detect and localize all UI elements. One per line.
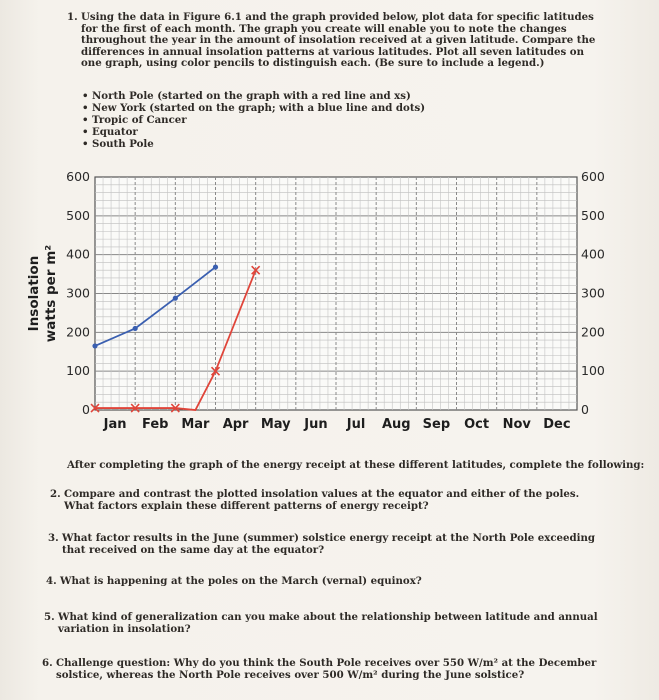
y-ticks-right xyxy=(581,169,605,417)
question-2 xyxy=(50,489,605,512)
x-tick-label: Dec xyxy=(543,417,571,432)
insolation-chart xyxy=(0,160,659,440)
question-1 xyxy=(67,12,597,70)
x-tick-label: Jun xyxy=(304,417,328,432)
y-axis-label-line: watts per m² xyxy=(43,244,59,343)
y-ticks-left xyxy=(66,169,90,417)
question-number: 1. xyxy=(67,11,78,23)
y-axis-label-line: Insolation xyxy=(26,255,42,332)
question-3 xyxy=(48,533,606,556)
chart-grid xyxy=(95,177,577,410)
data-point xyxy=(133,326,138,331)
question-text: What factor results in the June (summer) solstice energy receipt at the North Pole exceeding that received on the same day at the equator? xyxy=(62,532,596,556)
question-text: Using the data in Figure 6.1 and the graph provided below, plot data for specific latitudes for the first of each month. The graph you create will enable you to note the changes throughout the year in the amount of insolation received at a given latitude. Compare the differences in annual insolation patterns at various latitudes. Plot all seven latitudes on one graph, using color pencils to distinguish each. (Be sure to include a legend.) xyxy=(81,11,596,70)
y-tick-label: 600 xyxy=(66,169,90,184)
question-5 xyxy=(44,612,609,635)
x-tick-label: Feb xyxy=(142,417,169,432)
latitude-list xyxy=(82,90,425,150)
list-item: • Equator xyxy=(82,126,425,138)
x-tick-label: Jan xyxy=(103,417,127,432)
y-tick-label: 100 xyxy=(66,363,90,379)
x-tick-label: Mar xyxy=(181,417,210,432)
question-number: 3. xyxy=(48,532,59,544)
list-item: • Tropic of Cancer xyxy=(82,114,425,126)
list-item: • North Pole (started on the graph with a red line and xs) xyxy=(82,90,425,102)
y-tick-label: 300 xyxy=(581,285,605,301)
y-tick-label: 500 xyxy=(581,207,605,223)
y-tick-label: 600 xyxy=(581,169,605,184)
data-point xyxy=(92,343,97,348)
question-text: What is happening at the poles on the March (vernal) equinox? xyxy=(60,575,422,587)
y-tick-label: 400 xyxy=(66,246,90,262)
data-point xyxy=(213,264,218,269)
y-tick-label: 200 xyxy=(581,324,605,340)
x-tick-label: Aug xyxy=(381,417,411,432)
y-tick-label: 300 xyxy=(66,285,90,301)
data-point xyxy=(173,296,178,301)
x-tick-label: May xyxy=(260,417,291,432)
question-number: 5. xyxy=(44,611,55,623)
y-tick-label: 400 xyxy=(581,246,605,262)
y-tick-label: 0 xyxy=(82,402,90,417)
question-text: What kind of generalization can you make about the relationship between latitude and annual variation in insolation? xyxy=(58,611,598,635)
x-tick-label: Jul xyxy=(346,417,366,432)
question-text: Challenge question: Why do you think the South Pole receives over 550 W/m² at the December solstice, whereas the North Pole receives over 500 W/m² during the June solstice? xyxy=(56,657,597,681)
instructions-text: After completing the graph of the energy receipt at these different latitudes, complete the following: xyxy=(67,459,645,471)
question-4 xyxy=(46,576,606,588)
list-item: • New York (started on the graph; with a blue line and dots) xyxy=(82,102,425,114)
x-tick-label: Oct xyxy=(464,417,490,432)
x-tick-label: Apr xyxy=(222,417,249,432)
list-item: • South Pole xyxy=(82,138,425,150)
y-tick-label: 0 xyxy=(581,402,589,417)
x-ticks xyxy=(103,417,571,432)
question-number: 6. xyxy=(42,657,53,669)
question-number: 4. xyxy=(46,575,57,587)
x-tick-label: Sep xyxy=(422,417,451,432)
y-tick-label: 200 xyxy=(66,324,90,340)
y-axis-label xyxy=(26,245,59,342)
question-number: 2. xyxy=(50,488,61,500)
question-text: Compare and contrast the plotted insolation values at the equator and either of the poles. What factors explain these different patterns of energy receipt? xyxy=(64,488,580,512)
y-tick-label: 500 xyxy=(66,207,90,223)
question-6 xyxy=(42,658,612,681)
y-tick-label: 100 xyxy=(581,363,605,379)
x-tick-label: Nov xyxy=(502,417,531,432)
